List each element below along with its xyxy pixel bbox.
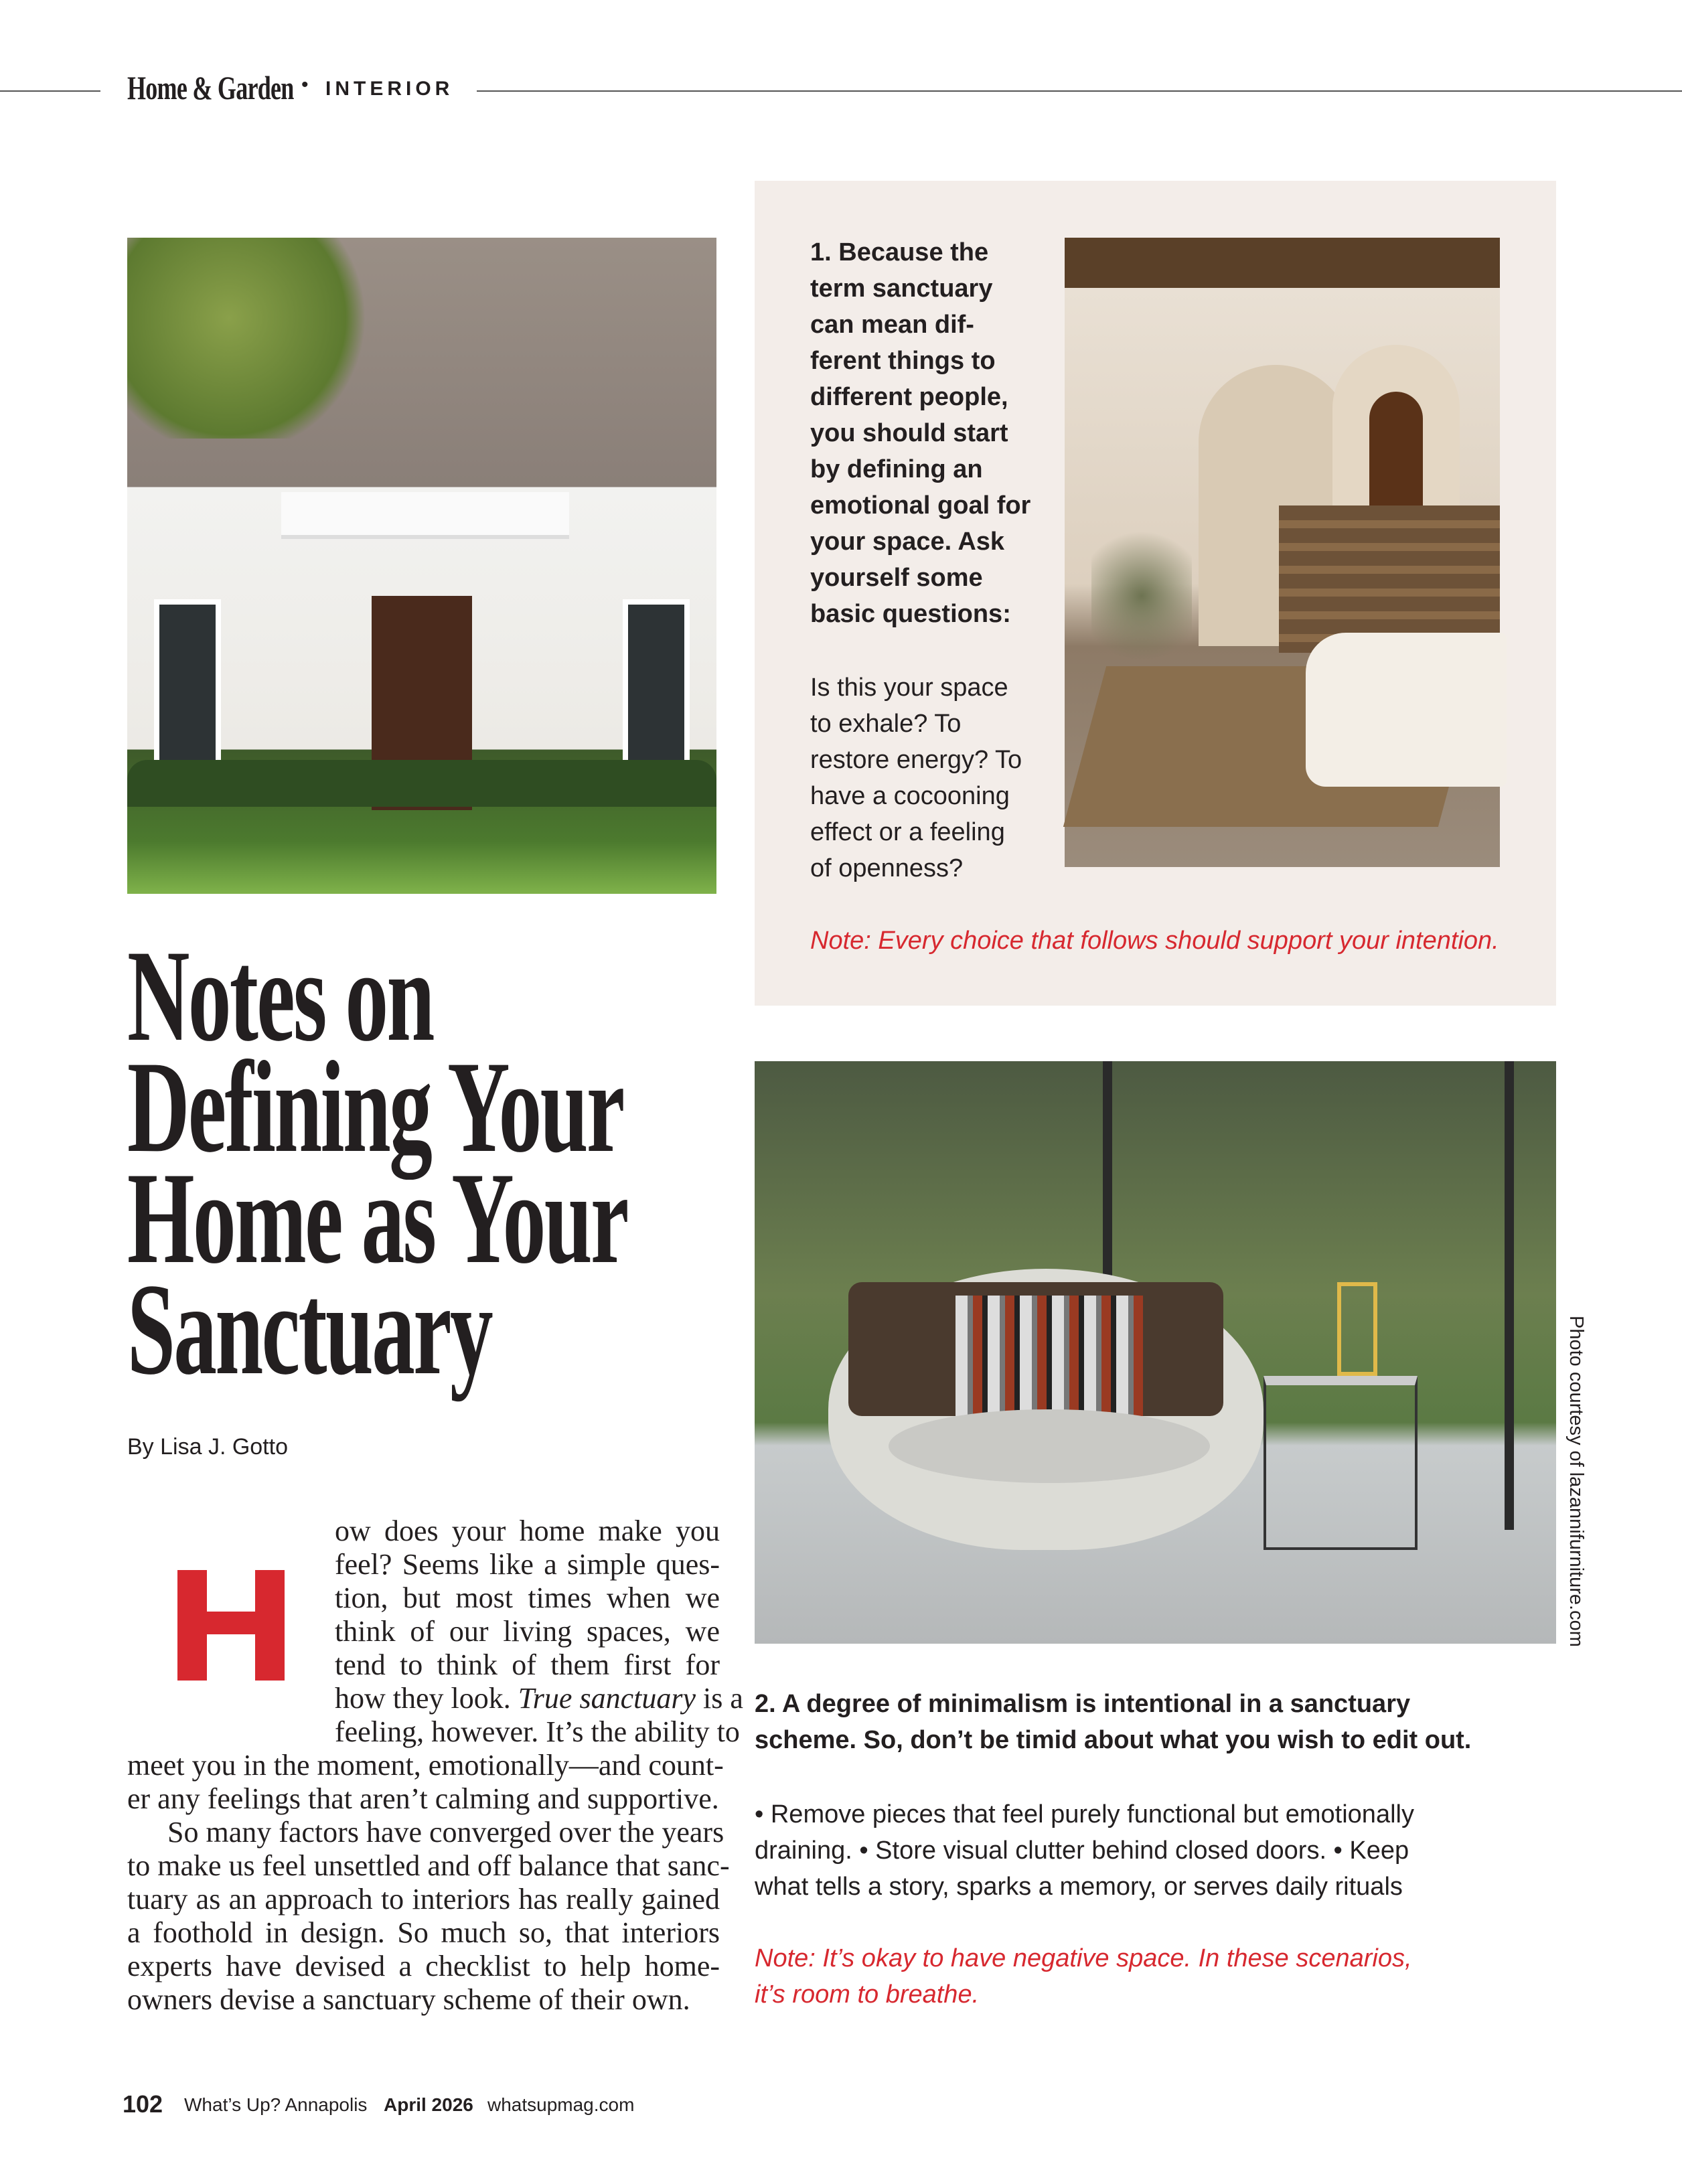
olive-tree — [1091, 519, 1192, 673]
striped-pillow — [955, 1296, 1143, 1416]
page-number: 102 — [123, 2090, 163, 2118]
sidebar-question-line: of openness? — [810, 854, 964, 882]
body-text-line — [335, 1581, 720, 1615]
website: whatsupmag.com — [487, 2094, 635, 2115]
body-text-line: meet you in the moment, emotionally—and count- — [127, 1749, 724, 1782]
body-text-line: owners devise a sanctuary scheme of their own. — [127, 1983, 690, 2016]
item2-note-line: Note: It’s okay to have negative space. In these scenarios, — [755, 1944, 1412, 1972]
sidebar-heading-line: ferent things to — [810, 347, 996, 375]
tree-foliage — [127, 238, 382, 439]
magazine-name: What’s Up? Annapolis — [184, 2094, 368, 2115]
sidebar-heading-line: different people, — [810, 383, 1008, 411]
article-title-line: Sanctuary — [127, 1257, 492, 1402]
sidebar-heading-line: 1. Because the — [810, 238, 989, 266]
sidebar-heading-line: yourself some — [810, 564, 983, 592]
body-text-line: to make us feel unsettled and off balance that sanc- — [127, 1849, 730, 1882]
body-text-line — [335, 1648, 720, 1682]
sidebar-heading-line: emotional goal for — [810, 491, 1031, 520]
body-text-span: tend to think of them first for — [335, 1648, 720, 1681]
body-text-span: ow does your home make you — [335, 1514, 720, 1547]
emphasis-text: True sanctuary — [518, 1682, 696, 1715]
window-mullion — [1505, 1061, 1514, 1530]
article-title-line: Notes on — [127, 923, 433, 1069]
arched-door — [1369, 392, 1423, 519]
body-text-line — [335, 1548, 720, 1581]
portico — [281, 492, 569, 539]
body-text-span: feel? Seems like a simple ques- — [335, 1548, 720, 1581]
sidebar-heading-line: basic questions: — [810, 600, 1011, 628]
header-rule-right — [477, 90, 1682, 92]
table-lamp — [1337, 1282, 1377, 1376]
sidebar-heading-line: can mean dif- — [810, 311, 974, 339]
item2-heading-line: 2. A degree of minimalism is intentional in a sanctuary — [755, 1690, 1411, 1718]
body-text-line: experts have devised a checklist to help home- — [127, 1950, 720, 1982]
body-text-line: er any feelings that aren’t calming and supportive. — [127, 1782, 719, 1815]
chair-seat — [889, 1409, 1210, 1483]
issue-date: April 2026 — [384, 2094, 473, 2115]
item2-bullet-line: draining. • Store visual clutter behind closed doors. • Keep — [755, 1837, 1409, 1865]
body-text-line: a foothold in design. So much so, that interiors — [127, 1916, 720, 1949]
body-text-line — [335, 1514, 720, 1548]
body-text-span: is a — [696, 1682, 743, 1715]
publication-name: Home & Garden — [127, 69, 294, 106]
item2-bullet-line: • Remove pieces that feel purely functional but emotionally — [755, 1800, 1414, 1828]
sidebar-note: Note: Every choice that follows should support your intention. — [810, 927, 1499, 955]
body-text-line — [335, 1715, 740, 1749]
body-text-span: how they look. — [335, 1682, 518, 1715]
article-title-line: Defining Your — [127, 1034, 623, 1180]
sidebar-heading-line: term sanctuary — [810, 275, 993, 303]
sidebar-question-line: Is this your space — [810, 674, 1008, 702]
body-text-span: tion, but most times when we — [335, 1581, 720, 1614]
interior-bedroom-photo — [1065, 238, 1500, 867]
item2-bullet-line: what tells a story, sparks a memory, or serves daily rituals — [755, 1873, 1403, 1901]
header-separator: • — [301, 74, 309, 96]
sidebar-question-line: have a cocooning — [810, 782, 1010, 810]
item2-note-line: it’s room to breathe. — [755, 1980, 980, 2009]
window-right — [623, 599, 690, 767]
staircase — [1279, 505, 1500, 653]
section-label: INTERIOR — [325, 78, 454, 100]
article-title-line: Home as Your — [127, 1146, 627, 1291]
photo-credit: Photo courtesy of lazannifurniture.com — [1565, 1316, 1587, 1647]
hedges — [127, 760, 716, 807]
bed — [1306, 633, 1507, 787]
house-exterior-photo — [127, 238, 716, 894]
body-text-line: So many factors have converged over the years — [167, 1816, 724, 1849]
sidebar-question-line: to exhale? To — [810, 710, 962, 738]
lounge-chair-photo — [755, 1061, 1556, 1644]
body-text-line — [335, 1682, 743, 1715]
window-left — [154, 599, 221, 767]
item2-heading-line: scheme. So, don’t be timid about what you wish to edit out. — [755, 1726, 1472, 1754]
sidebar-question-line: restore energy? To — [810, 746, 1022, 774]
sidebar-heading-line: your space. Ask — [810, 528, 1005, 556]
side-table — [1264, 1376, 1418, 1550]
body-text-span: feeling, however. It’s the ability to — [335, 1715, 740, 1748]
header-rule-left — [0, 90, 100, 92]
sidebar-heading-line: you should start — [810, 419, 1008, 447]
body-text-line: tuary as an approach to interiors has really gained — [127, 1883, 720, 1916]
sidebar-question-line: effect or a feeling — [810, 818, 1005, 846]
body-text-span: think of our living spaces, we — [335, 1615, 720, 1648]
byline: By Lisa J. Gotto — [127, 1434, 288, 1460]
drop-cap-h — [177, 1570, 285, 1681]
sidebar-heading-line: by defining an — [810, 455, 983, 483]
body-text-line — [335, 1615, 720, 1648]
